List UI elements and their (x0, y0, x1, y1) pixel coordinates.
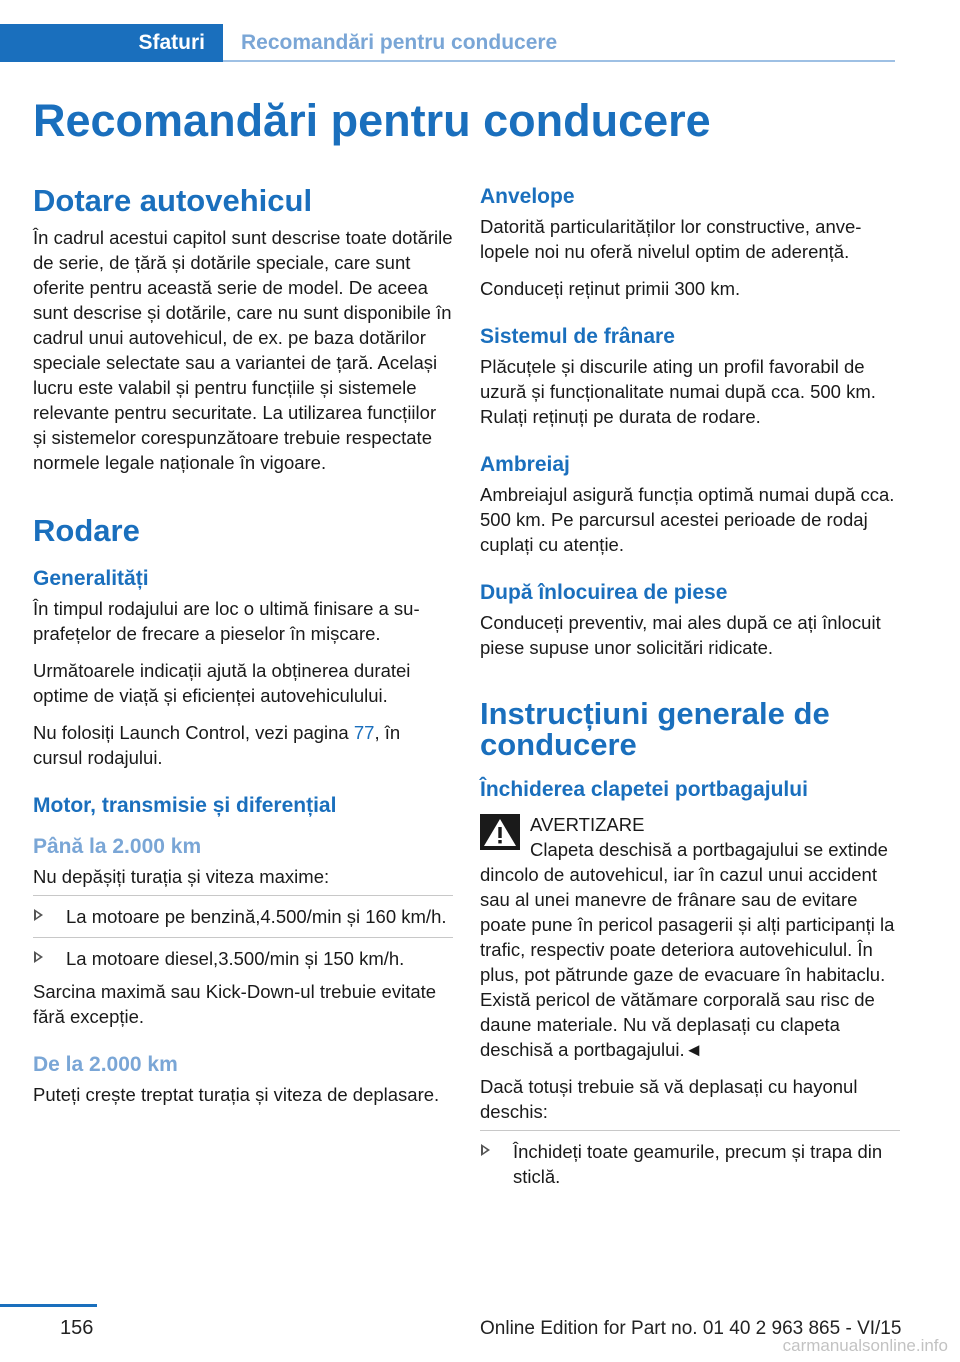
daca-text: Dacă totuși trebuie să vă deplasați cu hayonul deschis: (480, 1076, 858, 1122)
list-divider (33, 895, 453, 896)
list-item (480, 1139, 900, 1189)
triangle-bullet-icon (34, 909, 43, 921)
pana-list-2 (33, 946, 453, 971)
subsection-title-ambreiaj: Ambreiaj (480, 453, 570, 476)
section-title-instructiuni: Instrucțiuni generale de conducere (480, 696, 830, 762)
dela-text: Puteți crește treptat turația și viteza de deplasare. (33, 1084, 440, 1105)
subsection-title-franare: Sistemul de frânare (480, 325, 675, 348)
list-divider (33, 937, 453, 938)
generalitati-p1: În timpul rodajului are loc o ultimă finisare a suprafețelor de frecare a pieselor în mișcare. (33, 598, 420, 644)
page-header (0, 0, 960, 62)
left-column (33, 183, 453, 1119)
dupa-text: Conduceți preventiv, mai ales după ce ați înlocuit piese supuse unor solicitări ridicate. (480, 612, 881, 658)
subsection-title-dela: De la 2.000 km (33, 1053, 178, 1076)
footer-divider (0, 1304, 97, 1307)
page-link-77[interactable]: 77 (353, 722, 375, 743)
breadcrumb[interactable]: Recomandări pentru conducere (241, 31, 558, 54)
triangle-bullet-icon (34, 951, 43, 963)
right-column (480, 183, 900, 1197)
franare-text: Plăcuțele și discurile ating un profil favorabil de uzură și funcționalitate numai după cca. 500 km. Rulați reținuți pe durata de rodare. (480, 356, 876, 427)
list-item-text: La motoare diesel,3.500/min și 150 km/h. (66, 948, 405, 969)
list-item (33, 904, 453, 929)
page-number: 156 (60, 1317, 94, 1339)
dotare-text: În cadrul acestui capitol sunt descrise toate dotările de serie, de țără și dotările speciale, care sunt oferite pentru această serie de model. De aceea sunt descrise și dotările, care nu sunt disponibile în cadrul unui autovehicul, de ex. pe baza dotărilor speciale selectate sau a variantei de țară. Același lucru este valabil și pentru funcțiile și sistemele relevante pentru securitate. La utilizarea funcțiilor și sistemelor corespunzătoare trebuie respectate normele legale naționale în vigoare. (33, 227, 453, 473)
pana-text: Nu depășiți turația și viteza maxime: (33, 866, 330, 887)
triangle-bullet-icon (481, 1144, 490, 1156)
page-title: Recomandări pentru conducere (33, 95, 711, 146)
section-title-rodare: Rodare (33, 513, 140, 548)
warning-label: AVERTIZARE (530, 814, 645, 835)
daca-list (480, 1139, 900, 1189)
generalitati-p2: Următoarele indicații ajută la obținerea duratei optime de viață și eficienței autovehiculului. (33, 660, 411, 706)
generalitati-p3-before: Nu folosiți Launch Control, vezi pagina (33, 722, 354, 743)
edition-note: Online Edition for Part no. 01 40 2 963 865 - VI/15 (480, 1318, 902, 1339)
subsection-title-inchiderea: Închiderea clapetei portbagajului (480, 778, 808, 801)
ambreiaj-text: Ambreiajul asigură funcția optimă numai după cca. 500 km. Pe parcursul acestei perioade de rodaj cuplați cu atenție. (480, 484, 895, 555)
anvelope-p2: Conduceți reținut primii 300 km. (480, 278, 741, 299)
list-item-text: La motoare pe benzină,4.500/min și 160 km/h. (66, 906, 447, 927)
generalitati-p3-after: , în cursul rodajului. (33, 722, 401, 768)
warning-triangle-icon (480, 814, 520, 850)
pana-list (33, 904, 453, 929)
watermark: carmanualsonline.info (782, 1336, 948, 1355)
list-divider (480, 1130, 900, 1131)
section-title-dotare: Dotare autovehicul (33, 183, 313, 218)
list-item (33, 946, 453, 971)
generalitati-p3 (33, 720, 453, 770)
sarcina-text: Sarcina maximă sau Kick-Down-ul trebuie evitate fără excepție. (33, 981, 437, 1027)
warning-text: Clapeta deschisă a portbagajului se extinde dincolo de autovehicul, iar în cazul unui accident sau al unei manevre de frânare sau de evitare poate pune în pericol pasagerii și alți participanți la trafic, respectiv poate deteriora autovehiculul. În plus, pot pătrunde gaze de evacuare în habitaclu. Există pericol de vătămare corporală sau risc de daune materiale. Nu vă deplasați cu clapeta deschisă a portbagajului.◄ (480, 839, 895, 1060)
subsection-title-dupa: După înlocuirea de piese (480, 581, 728, 604)
list-item-text: Închideți toate geamurile, precum și trapa din sticlă. (513, 1141, 883, 1187)
section-tab[interactable]: Sfaturi (0, 24, 223, 62)
subsection-title-motor: Motor, transmisie și diferențial (33, 794, 337, 817)
subsection-title-pana: Până la 2.000 km (33, 835, 202, 858)
anvelope-p1: Datorită particularităților lor constructive, anvelopele noi nu oferă nivelul optim de aderență. (480, 216, 862, 262)
header-divider (223, 60, 895, 62)
warning-block (480, 812, 900, 1062)
subsection-title-generalitati: Generalități (33, 567, 149, 590)
subsection-title-anvelope: Anvelope (480, 185, 575, 208)
